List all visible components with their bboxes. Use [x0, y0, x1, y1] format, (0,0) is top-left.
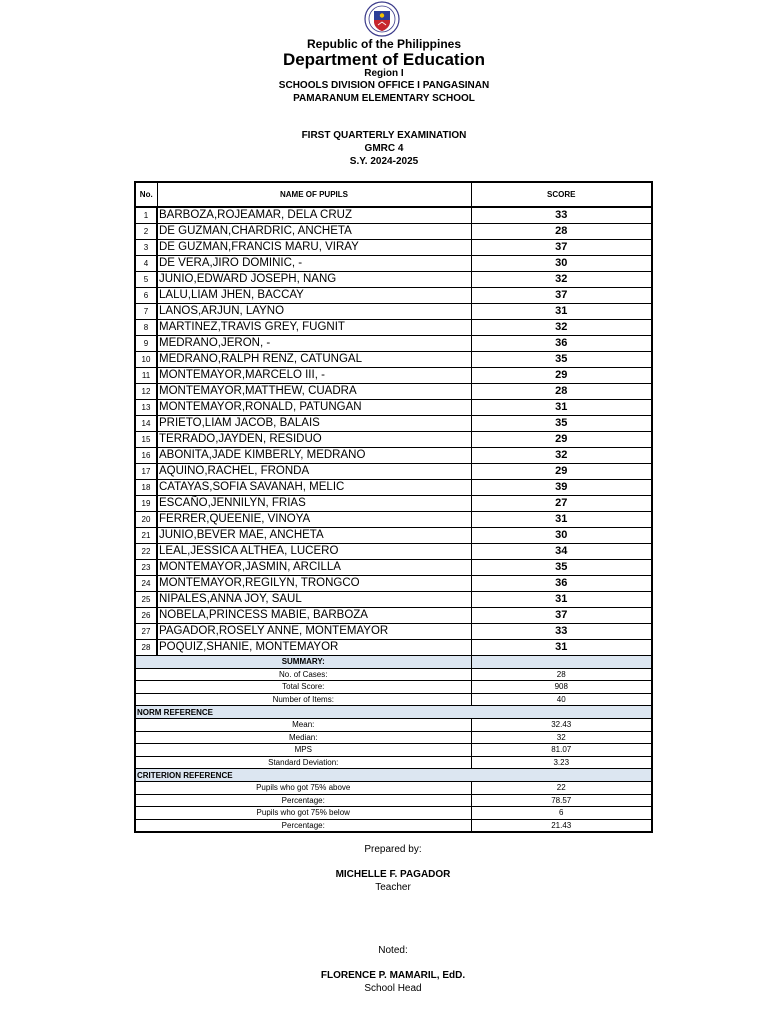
row-number: 3	[135, 240, 157, 256]
below-value: 6	[471, 807, 652, 820]
noted-label: Noted:	[378, 945, 408, 956]
pupil-name: DE GUZMAN,CHARDRIC, ANCHETA	[157, 224, 471, 240]
criterion-reference-row	[135, 769, 652, 782]
percentage-above-label: Percentage:	[135, 794, 471, 807]
pupil-score: 36	[471, 576, 652, 592]
summary-section	[135, 656, 652, 833]
row-number: 18	[135, 480, 157, 496]
pupil-name: MARTINEZ,TRAVIS GREY, FUGNIT	[157, 320, 471, 336]
summary-row	[135, 718, 652, 731]
summary-title: SUMMARY:	[135, 656, 471, 669]
sd-label: Standard Deviation:	[135, 756, 471, 769]
row-number: 12	[135, 384, 157, 400]
pupil-score: 36	[471, 336, 652, 352]
pupil-name: DE GUZMAN,FRANCIS MARU, VIRAY	[157, 240, 471, 256]
percentage-below-value: 21.43	[471, 819, 652, 832]
table-row	[135, 448, 652, 464]
pupil-name: LANOS,ARJUN, LAYNO	[157, 304, 471, 320]
table-row	[135, 240, 652, 256]
pupil-name: CATAYAS,SOFIA SAVANAH, MELIC	[157, 480, 471, 496]
pupil-name: MONTEMAYOR,REGILYN, TRONGCO	[157, 576, 471, 592]
pupil-score: 34	[471, 544, 652, 560]
pupil-list	[135, 207, 652, 656]
pupil-score: 31	[471, 304, 652, 320]
pupil-score: 28	[471, 224, 652, 240]
table-row	[135, 592, 652, 608]
summary-title-blank	[471, 656, 652, 669]
table-row	[135, 272, 652, 288]
pupil-score: 35	[471, 560, 652, 576]
republic-heading: Republic of the Philippines	[306, 37, 461, 51]
row-number: 2	[135, 224, 157, 240]
pupil-name: BARBOZA,ROJEAMAR, DELA CRUZ	[157, 207, 471, 224]
row-number: 8	[135, 320, 157, 336]
row-number: 19	[135, 496, 157, 512]
pupil-name: AQUINO,RACHEL, FRONDA	[157, 464, 471, 480]
table-row	[135, 480, 652, 496]
pupil-name: DE VERA,JIRO DOMINIC, -	[157, 256, 471, 272]
percentage-below-label: Percentage:	[135, 819, 471, 832]
pupil-score: 29	[471, 432, 652, 448]
row-number: 11	[135, 368, 157, 384]
pupil-name: JUNIO,BEVER MAE, ANCHETA	[157, 528, 471, 544]
summary-title-row	[135, 656, 652, 669]
summary-row	[135, 819, 652, 832]
table-row	[135, 528, 652, 544]
subject-title: GMRC 4	[364, 143, 404, 154]
pupil-name: MONTEMAYOR,MATTHEW, CUADRA	[157, 384, 471, 400]
pupil-score: 37	[471, 608, 652, 624]
cases-value: 28	[471, 668, 652, 681]
pupil-score: 31	[471, 592, 652, 608]
cases-label: No. of Cases:	[135, 668, 471, 681]
items-label: Number of Items:	[135, 693, 471, 706]
table-row	[135, 384, 652, 400]
median-label: Median:	[135, 731, 471, 744]
school-head-name: FLORENCE P. MAMARIL, EdD.	[320, 970, 466, 981]
summary-row	[135, 794, 652, 807]
total-label: Total Score:	[135, 681, 471, 694]
row-number: 23	[135, 560, 157, 576]
table-row	[135, 207, 652, 224]
table-row	[135, 352, 652, 368]
table-header-row	[135, 182, 652, 207]
pupil-score: 31	[471, 640, 652, 656]
row-number: 15	[135, 432, 157, 448]
above-label: Pupils who got 75% above	[135, 781, 471, 794]
table-row	[135, 624, 652, 640]
median-value: 32	[471, 731, 652, 744]
pupil-name: MONTEMAYOR,RONALD, PATUNGAN	[157, 400, 471, 416]
pupil-score: 31	[471, 512, 652, 528]
table-row	[135, 256, 652, 272]
pupil-score: 35	[471, 416, 652, 432]
pupil-name: ESCAÑO,JENNILYN, FRIAS	[157, 496, 471, 512]
exam-title: FIRST QUARTERLY EXAMINATION	[301, 130, 467, 141]
pupil-name: MEDRANO,JERON, -	[157, 336, 471, 352]
pupil-score: 39	[471, 480, 652, 496]
summary-row	[135, 781, 652, 794]
mps-value: 81.07	[471, 744, 652, 757]
pupil-name: MONTEMAYOR,JASMIN, ARCILLA	[157, 560, 471, 576]
mps-label: MPS	[135, 744, 471, 757]
table-row	[135, 400, 652, 416]
sd-value: 3.23	[471, 756, 652, 769]
summary-row	[135, 668, 652, 681]
row-number: 10	[135, 352, 157, 368]
row-number: 1	[135, 207, 157, 224]
pupil-name: NOBELA,PRINCESS MABIE, BARBOZA	[157, 608, 471, 624]
norm-reference-title: NORM REFERENCE	[135, 706, 652, 719]
row-number: 28	[135, 640, 157, 656]
pupil-score: 27	[471, 496, 652, 512]
preparer-title: Teacher	[375, 882, 411, 893]
pupil-score: 30	[471, 256, 652, 272]
table-row	[135, 224, 652, 240]
pupil-name: POQUIZ,SHANIE, MONTEMAYOR	[157, 640, 471, 656]
table-row	[135, 496, 652, 512]
table-row	[135, 304, 652, 320]
table-row	[135, 640, 652, 656]
row-number: 25	[135, 592, 157, 608]
table-row	[135, 288, 652, 304]
pupil-score: 32	[471, 448, 652, 464]
region-heading: Region I	[364, 68, 404, 79]
table-row	[135, 368, 652, 384]
pupil-score: 35	[471, 352, 652, 368]
table-row	[135, 336, 652, 352]
pupil-score: 31	[471, 400, 652, 416]
pupil-name: FERRER,QUEENIE, VINOYA	[157, 512, 471, 528]
pupil-name: MEDRANO,RALPH RENZ, CATUNGAL	[157, 352, 471, 368]
row-number: 4	[135, 256, 157, 272]
pupil-score: 29	[471, 464, 652, 480]
summary-row	[135, 693, 652, 706]
pupil-score: 33	[471, 207, 652, 224]
school-head-title: School Head	[364, 983, 422, 994]
department-heading: Department of Education	[282, 50, 486, 69]
pupil-name: JUNIO,EDWARD JOSEPH, NANG	[157, 272, 471, 288]
percentage-above-value: 78.57	[471, 794, 652, 807]
pupil-name: LALU,LIAM JHEN, BACCAY	[157, 288, 471, 304]
row-number: 13	[135, 400, 157, 416]
prepared-by-label: Prepared by:	[364, 844, 422, 855]
summary-row	[135, 744, 652, 757]
pupil-score: 32	[471, 320, 652, 336]
summary-row	[135, 756, 652, 769]
row-number: 21	[135, 528, 157, 544]
school-year: S.Y. 2024-2025	[349, 156, 419, 167]
pupil-name: PAGADOR,ROSELY ANNE, MONTEMAYOR	[157, 624, 471, 640]
col-header-score: SCORE	[471, 182, 652, 207]
pupil-name: ABONITA,JADE KIMBERLY, MEDRANO	[157, 448, 471, 464]
pupil-score: 28	[471, 384, 652, 400]
row-number: 6	[135, 288, 157, 304]
pupil-name: NIPALES,ANNA JOY, SAUL	[157, 592, 471, 608]
table-row	[135, 608, 652, 624]
col-header-name: NAME OF PUPILS	[157, 182, 471, 207]
total-value: 908	[471, 681, 652, 694]
items-value: 40	[471, 693, 652, 706]
score-table	[134, 181, 653, 833]
pupil-name: LEAL,JESSICA ALTHEA, LUCERO	[157, 544, 471, 560]
pupil-score: 32	[471, 272, 652, 288]
row-number: 17	[135, 464, 157, 480]
pupil-score: 30	[471, 528, 652, 544]
summary-row	[135, 807, 652, 820]
preparer-name: MICHELLE F. PAGADOR	[335, 869, 451, 880]
row-number: 14	[135, 416, 157, 432]
row-number: 16	[135, 448, 157, 464]
table-row	[135, 464, 652, 480]
col-header-no: No.	[135, 182, 157, 207]
table-row	[135, 544, 652, 560]
table-row	[135, 416, 652, 432]
pupil-score: 33	[471, 624, 652, 640]
division-heading: SCHOOLS DIVISION OFFICE I PANGASINAN	[278, 80, 490, 91]
table-row	[135, 560, 652, 576]
summary-row	[135, 681, 652, 694]
pupil-score: 29	[471, 368, 652, 384]
row-number: 22	[135, 544, 157, 560]
table-row	[135, 512, 652, 528]
row-number: 26	[135, 608, 157, 624]
norm-reference-row	[135, 706, 652, 719]
pupil-name: PRIETO,LIAM JACOB, BALAIS	[157, 416, 471, 432]
row-number: 7	[135, 304, 157, 320]
row-number: 20	[135, 512, 157, 528]
row-number: 24	[135, 576, 157, 592]
pupil-name: TERRADO,JAYDEN, RESIDUO	[157, 432, 471, 448]
pupil-name: MONTEMAYOR,MARCELO III, -	[157, 368, 471, 384]
row-number: 27	[135, 624, 157, 640]
pupil-score: 37	[471, 288, 652, 304]
pupil-score: 37	[471, 240, 652, 256]
table-row	[135, 320, 652, 336]
above-value: 22	[471, 781, 652, 794]
summary-row	[135, 731, 652, 744]
criterion-reference-title: CRITERION REFERENCE	[135, 769, 652, 782]
school-heading: PAMARANUM ELEMENTARY SCHOOL	[293, 93, 475, 104]
table-row	[135, 576, 652, 592]
row-number: 9	[135, 336, 157, 352]
mean-value: 32.43	[471, 718, 652, 731]
table-row	[135, 432, 652, 448]
mean-label: Mean:	[135, 718, 471, 731]
row-number: 5	[135, 272, 157, 288]
below-label: Pupils who got 75% below	[135, 807, 471, 820]
deped-seal-icon	[362, 1, 402, 37]
